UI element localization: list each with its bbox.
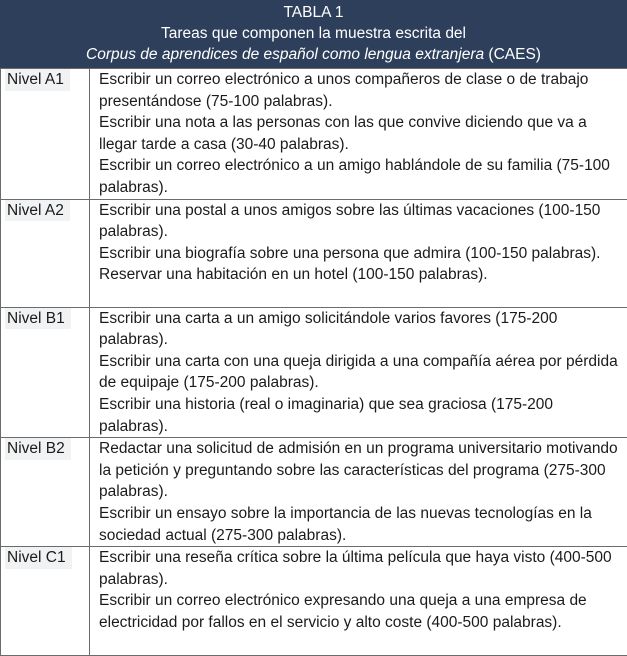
tasks-cell <box>90 438 627 547</box>
table-header <box>0 0 627 68</box>
task-item: Escribir un ensayo sobre la importancia de las nuevas tecnologías en la sociedad actual (275-300 palabras). <box>99 503 621 546</box>
table-row <box>1 307 627 438</box>
corpus-name: Corpus de aprendices de español como lengua extranjera <box>86 46 484 63</box>
task-item: Escribir una biografía sobre una persona que admira (100-150 palabras). <box>99 243 621 265</box>
level-label: Nivel A2 <box>5 200 70 222</box>
task-item: Escribir una carta a un amigo solicitándole varios favores (175-200 palabras). <box>99 308 621 351</box>
task-item: Escribir una carta con una queja dirigida a una compañía aérea por pérdida de equipaje (175-200 palabras). <box>99 351 621 394</box>
task-item: Escribir un correo electrónico a un amigo hablándole de su familia (75-100 palabras). <box>99 155 621 198</box>
table-row <box>1 199 627 307</box>
tasks-cell <box>90 69 627 200</box>
level-label: Nivel C1 <box>5 547 72 569</box>
task-item: Reservar una habitación en un hotel (100-150 palabras). <box>99 264 621 286</box>
tasks-cell <box>90 307 627 438</box>
table-label: TABLA 1 <box>0 2 627 23</box>
level-label: Nivel B1 <box>5 308 71 330</box>
table-title: Tareas que componen la muestra escrita del <box>0 23 627 44</box>
task-item: Escribir una nota a las personas con las que convive diciendo que va a llegar tarde a casa (30-40 palabras). <box>99 112 621 155</box>
corpus-acronym: (CAES) <box>484 46 541 63</box>
level-cell <box>1 199 90 307</box>
task-item: Escribir un correo electrónico a unos compañeros de clase o de trabajo presentándose (75-100 palabras). <box>99 69 621 112</box>
table-row <box>1 547 627 656</box>
table-row <box>1 69 627 200</box>
table-row <box>1 438 627 547</box>
task-item: Escribir una reseña crítica sobre la última película que haya visto (400-500 palabras). <box>99 547 621 590</box>
task-item: Escribir un correo electrónico expresando una queja a una empresa de electricidad por fallos en el servicio y alto coste (400-500 palabras). <box>99 590 621 633</box>
level-cell <box>1 438 90 547</box>
level-label: Nivel B2 <box>5 438 71 460</box>
level-cell <box>1 547 90 656</box>
tasks-table <box>0 68 627 656</box>
level-cell <box>1 69 90 200</box>
level-cell <box>1 307 90 438</box>
level-label: Nivel A1 <box>5 69 70 91</box>
task-item: Redactar una solicitud de admisión en un programa universitario motivando la petición y preguntando sobre las características del programa (275-300 palabras). <box>99 438 621 503</box>
tasks-cell <box>90 199 627 307</box>
table-subtitle <box>0 44 627 65</box>
task-item: Escribir una postal a unos amigos sobre las últimas vacaciones (100-150 palabras). <box>99 200 621 243</box>
tasks-cell <box>90 547 627 656</box>
task-item: Escribir una historia (real o imaginaria) que sea graciosa (175-200 palabras). <box>99 394 621 437</box>
